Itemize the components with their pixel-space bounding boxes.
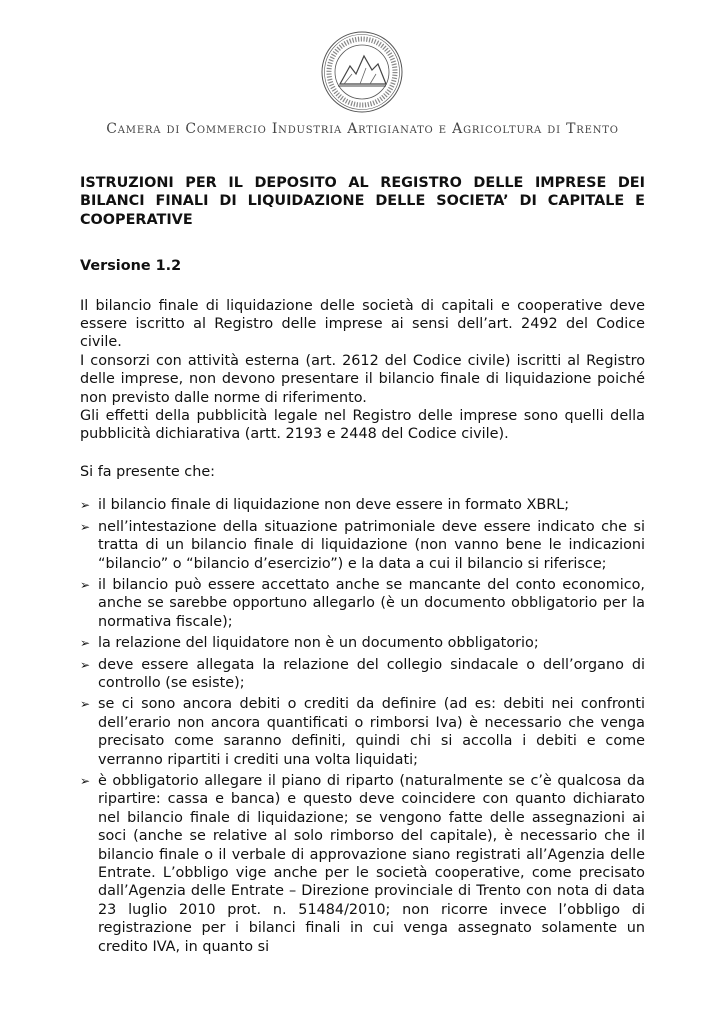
- list-item: [80, 634, 645, 652]
- intro-section: [80, 297, 645, 444]
- list-item: [80, 496, 645, 514]
- list-item: [80, 576, 645, 631]
- document-version: Versione 1.2: [80, 258, 182, 275]
- document-title: ISTRUZIONI PER IL DEPOSITO AL REGISTRO DELLE IMPRESE DEI BILANCI FINALI DI LIQUIDAZIONE DELLE SOCIETA’ DI CAPITALE E COOPERATIVE: [80, 175, 645, 228]
- chamber-seal-icon: [320, 30, 404, 114]
- list-item-text: il bilancio può essere accettato anche se mancante del conto economico, anche se sarebbe opportuno allegarlo (è un documento obbligatorio per la normativa fiscale);: [98, 576, 645, 630]
- list-lead: Si fa presente che:: [80, 463, 216, 480]
- list-item: [80, 772, 645, 956]
- arrow-bullet-icon: ➢: [80, 657, 91, 672]
- document-body: [80, 174, 645, 959]
- arrow-bullet-icon: ➢: [80, 697, 91, 712]
- arrow-bullet-icon: ➢: [80, 498, 91, 513]
- intro-paragraph: I consorzi con attività esterna (art. 2612 del Codice civile) iscritti al Registro delle imprese, non devono presentare il bilancio finale di liquidazione poiché non previsto dalle norme di riferimento.: [80, 352, 645, 406]
- list-item-text: nell’intestazione della situazione patrimoniale deve essere indicato che si tratta di un bilancio finale di liquidazione (non vanno bene le indicazioni “bilancio” o “bilancio d’esercizio”) e la data a cui il bilancio si riferisce;: [98, 518, 645, 572]
- list-item: [80, 695, 645, 769]
- list-item-text: il bilancio finale di liquidazione non deve essere in formato XBRL;: [98, 497, 570, 514]
- arrow-bullet-icon: ➢: [80, 773, 91, 788]
- intro-paragraph: Il bilancio finale di liquidazione delle società di capitali e cooperative deve essere iscritto al Registro delle imprese ai sensi dell’art. 2492 del Codice civile.: [80, 297, 645, 351]
- arrow-bullet-icon: ➢: [80, 636, 91, 651]
- list-item: [80, 656, 645, 693]
- list-item-text: se ci sono ancora debiti o crediti da definire (ad es: debiti nei confronti dell’erario non ancora quantificati o rimborsi Iva) è necessario che venga precisato come saranno definiti, quindi chi si accolla i debiti e come verranno ripartiti i crediti una volta liquidati;: [98, 696, 645, 768]
- organization-name: Camera di Commercio Industria Artigianato e Agricoltura di Trento: [106, 121, 619, 137]
- requirements-list: [80, 496, 645, 956]
- list-item: [80, 518, 645, 573]
- intro-paragraph: Gli effetti della pubblicità legale nel Registro delle imprese sono quelli della pubblicità dichiarativa (artt. 2193 e 2448 del Codice civile).: [80, 408, 645, 443]
- arrow-bullet-icon: ➢: [80, 577, 91, 592]
- list-item-text: è obbligatorio allegare il piano di riparto (naturalmente se c’è qualcosa da ripartire: cassa e banca) e questo deve coincidere con quanto dichiarato nel bilancio finale di liquidazione; se vengono fatte delle assegnazioni ai soci (anche se relative al solo rimborso del capitale), è necessario che il bilancio finale o il verbale di approvazione siano registrati all’Agenzia delle Entrate. L’obbligo vige anche per le società cooperative, come precisato dall’Agenzia delle Entrate – Direzione provinciale di Trento con nota di data 23 luglio 2010 prot. n. 51484/2010; non ricorre invece l’obbligo di registrazione per i bilanci finali in cui venga assegnato solamente un credito IVA, in quanto si: [98, 772, 645, 955]
- arrow-bullet-icon: ➢: [80, 519, 91, 534]
- list-item-text: deve essere allegata la relazione del collegio sindacale o dell’organo di controllo (se esiste);: [98, 656, 645, 691]
- list-item-text: la relazione del liquidatore non è un documento obbligatorio;: [98, 635, 539, 652]
